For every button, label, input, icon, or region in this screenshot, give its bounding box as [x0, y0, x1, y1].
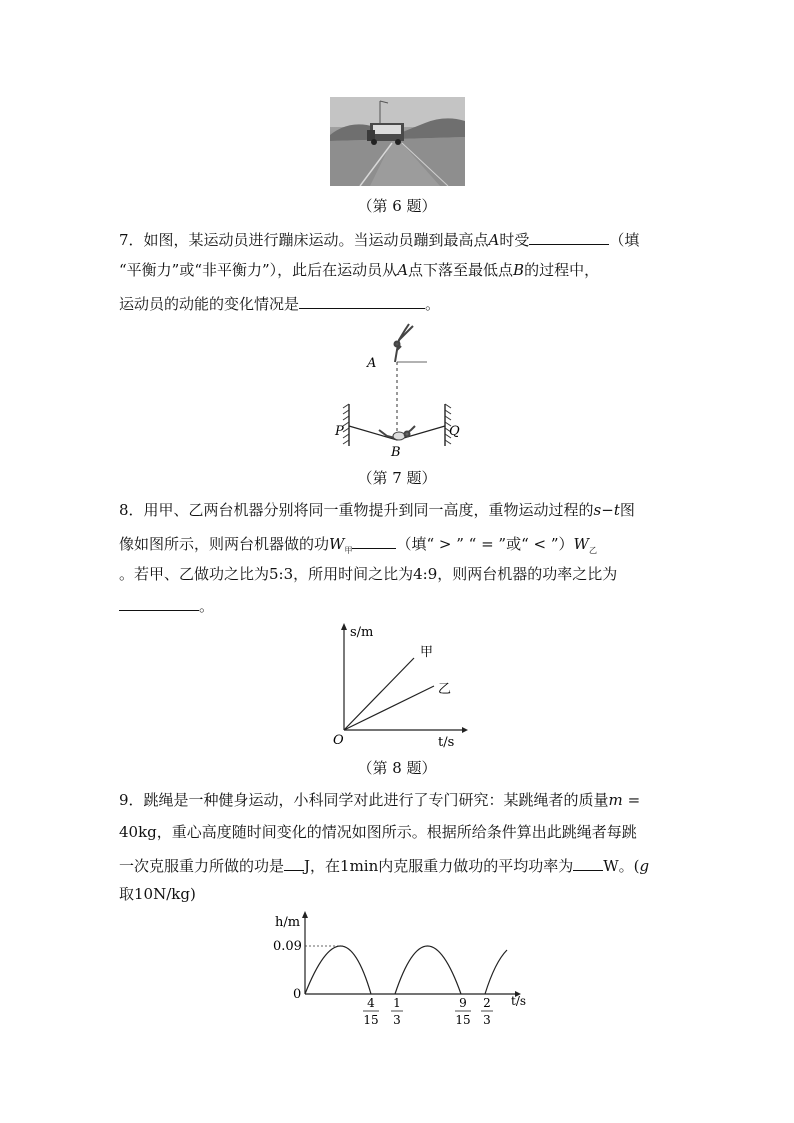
line-yi-label: 乙: [438, 682, 452, 697]
point-p-label: P: [335, 424, 344, 439]
svg-text:4: 4: [367, 996, 375, 1010]
question-7-line-1: 7．如图，某运动员进行蹦床运动。当运动员蹦到最高点A时受 （填: [119, 228, 639, 250]
jump-arc-1: [305, 946, 371, 994]
svg-text:15: 15: [363, 1013, 379, 1027]
question-7-line-2: “平衡力”或“非平衡力”），此后在运动员从A点下落至最低点B的过程中，: [119, 261, 600, 279]
x-axis-label: t/s: [438, 735, 455, 750]
question-8-line-4: 。: [119, 594, 214, 616]
x-tick-1-3: [391, 996, 403, 1027]
y-axis-arrow: [341, 623, 347, 630]
svg-text:9: 9: [459, 996, 467, 1010]
question-8-line-2: 像如图所示，则两台机器做的功$W_甲$ （填“ > ” “ = ”或“ < $”)W_乙$: [119, 532, 597, 561]
figure-6-caption: （第 6 题）: [357, 197, 437, 215]
road-truck-illustration: [330, 97, 465, 186]
x-tick-2-3: [481, 996, 493, 1027]
answer-blank-8b[interactable]: [119, 594, 199, 611]
answer-blank-9b[interactable]: [573, 854, 603, 871]
h-t-graph: [265, 908, 535, 1030]
svg-text:3: 3: [483, 1013, 491, 1027]
figure-7-caption: （第 7 题）: [357, 469, 437, 487]
y-axis-label: s/m: [350, 625, 374, 640]
question-9-line-1: 9．跳绳是一种健身运动，小科同学对此进行了专门研究：某跳绳者的质量m =: [119, 791, 641, 809]
question-9-line-2: 40kg，重心高度随时间变化的情况如图所示。根据所给条件算出此跳绳者每跳: [119, 823, 637, 841]
answer-blank-8a[interactable]: [352, 532, 396, 549]
athlete-high-figure: [395, 324, 414, 362]
answer-blank-7a[interactable]: [529, 228, 609, 245]
point-a-label: A: [367, 356, 377, 371]
x-axis-label: t/s: [511, 994, 527, 1008]
figure-8-caption: （第 8 题）: [357, 759, 437, 777]
line-jia-label: 甲: [420, 645, 434, 660]
y-tick-0.09: 0.09: [273, 939, 302, 954]
jump-arc-2: [395, 946, 461, 994]
x-tick-4-15: [363, 996, 379, 1027]
question-7-line-3: 运动员的动能的变化情况是 。: [119, 292, 440, 314]
left-wall: [343, 404, 349, 446]
question-8-line-1: 8．用甲、乙两台机器分别将同一重物提升到同一高度，重物运动过程的s−t图: [119, 501, 635, 519]
question-9-line-4: 取10N/kg): [119, 885, 196, 903]
trampoline-diagram: [325, 318, 475, 460]
origin-label: O: [333, 733, 344, 748]
y-tick-0: 0: [293, 987, 302, 1002]
question-9-line-3: 一次克服重力所做的功是 J，在1min内克服重力做功的平均功率为 W。(g: [119, 854, 649, 876]
line-yi: [344, 686, 434, 730]
svg-text:1: 1: [393, 996, 401, 1010]
svg-text:2: 2: [483, 996, 491, 1010]
jump-arc-3: [485, 950, 507, 994]
answer-blank-7b[interactable]: [299, 292, 425, 309]
y-axis-label: h/m: [275, 915, 301, 930]
question-8-line-3: 。若甲、乙做功之比为5:3，所用时间之比为4:9，则两台机器的功率之比为: [119, 565, 618, 583]
answer-blank-9a[interactable]: [284, 854, 304, 871]
y-axis-arrow: [302, 911, 308, 918]
point-q-label: Q: [449, 424, 460, 439]
svg-text:15: 15: [455, 1013, 471, 1027]
svg-text:3: 3: [393, 1013, 401, 1027]
road-truck-photo: [330, 97, 465, 186]
line-jia: [344, 658, 414, 730]
s-t-graph: [330, 620, 470, 752]
point-b-label: B: [391, 445, 401, 460]
x-tick-9-15: [455, 996, 471, 1027]
x-axis-arrow: [462, 727, 468, 733]
